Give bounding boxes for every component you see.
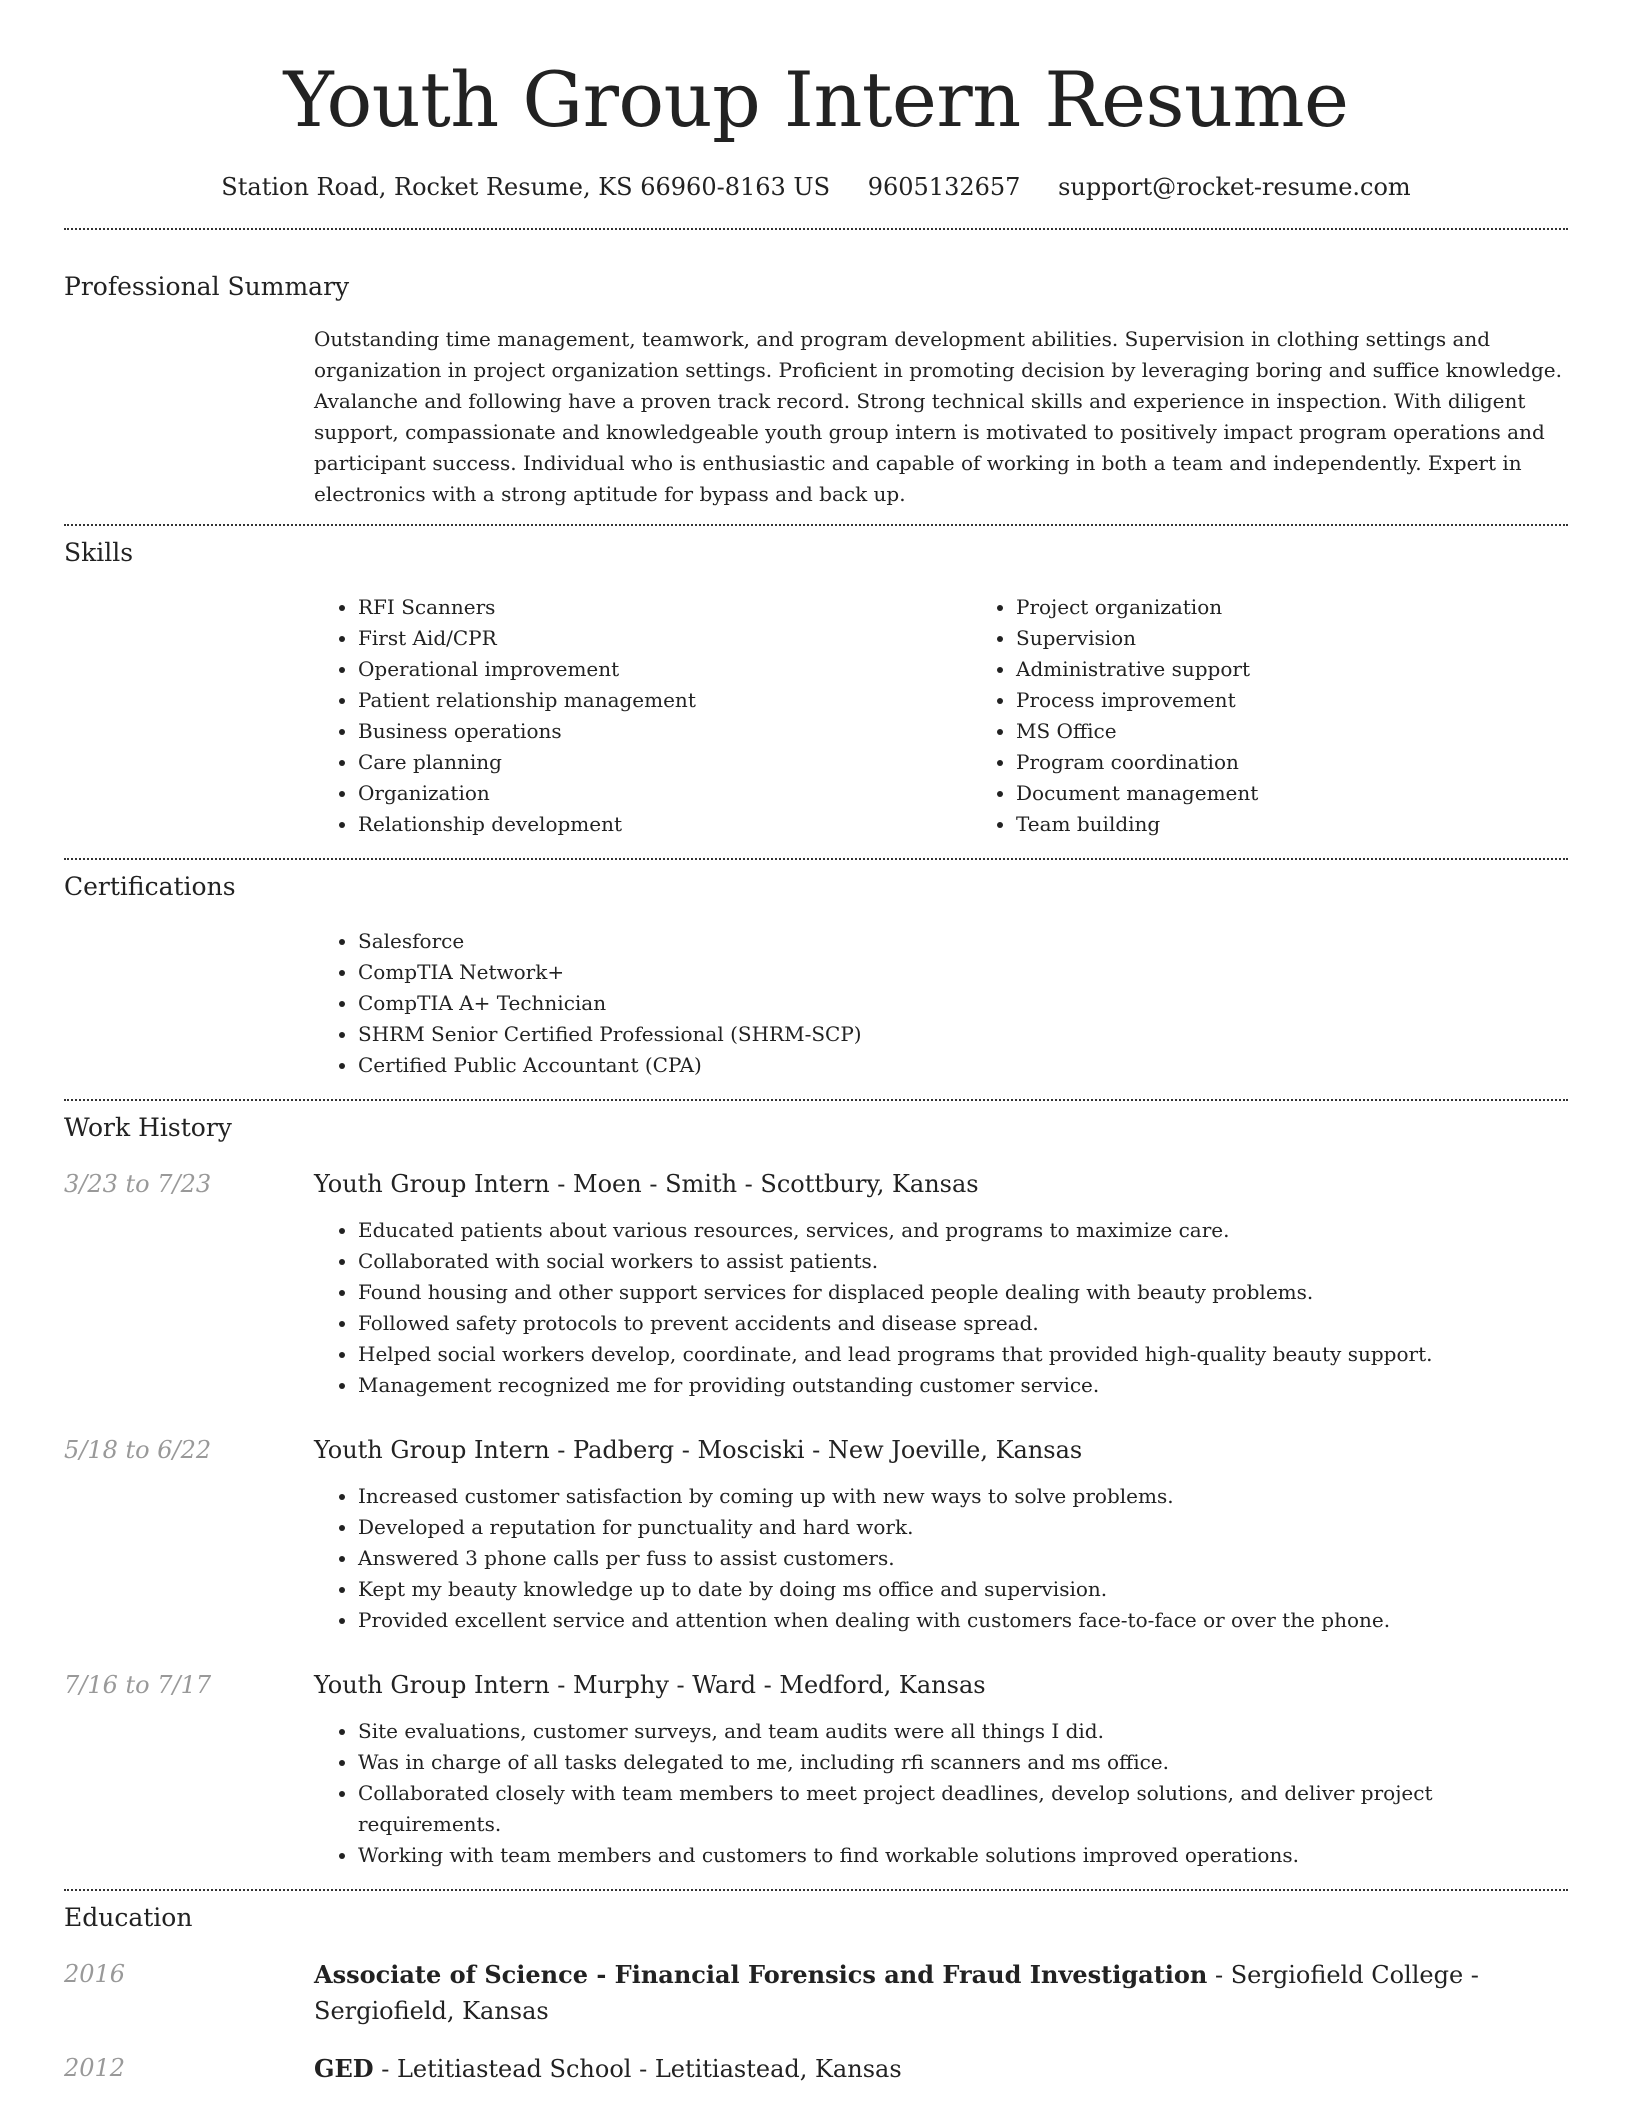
skill-item: • MS Office	[1016, 716, 1630, 747]
skill-item: • Business operations	[358, 716, 972, 747]
skill-item: • Care planning	[358, 747, 972, 778]
job-bullet: • Answered 3 phone calls per fuss to assist customers.	[358, 1543, 1568, 1574]
job-title: Youth Group Intern - Murphy - Ward - Medford, Kansas	[314, 1671, 986, 1699]
contact-address: Station Road, Rocket Resume, KS 66960-8163 US	[221, 173, 831, 201]
job-bullet: • Site evaluations, customer surveys, and team audits were all things I did.	[358, 1716, 1568, 1747]
skill-item: • Administrative support	[1016, 654, 1630, 685]
job-bullet: • Found housing and other support services for displaced people dealing with beauty problems.	[358, 1277, 1568, 1308]
certification-item: • SHRM Senior Certified Professional (SHRM-SCP)	[358, 1019, 1568, 1050]
job-entry	[64, 1167, 1568, 1401]
job-bullet: • Provided excellent service and attention when dealing with customers face-to-face or over the phone.	[358, 1605, 1568, 1636]
divider	[64, 524, 1568, 526]
job-bullet: • Kept my beauty knowledge up to date by doing ms office and supervision.	[358, 1574, 1568, 1605]
certification-item: • Salesforce	[358, 926, 1568, 957]
job-title: Youth Group Intern - Moen - Smith - Scottbury, Kansas	[314, 1170, 979, 1198]
skill-item: • Project organization	[1016, 592, 1630, 623]
job-entry	[64, 1668, 1568, 1871]
divider	[64, 858, 1568, 860]
skills-section	[64, 536, 1568, 840]
skill-item: • Patient relationship management	[358, 685, 972, 716]
job-bullet: • Working with team members and customers to find workable solutions improved operations.	[358, 1840, 1568, 1871]
skill-item: • Team building	[1016, 809, 1630, 840]
education-school: - Letitiastead School - Letitiastead, Kansas	[373, 2055, 902, 2083]
summary-heading: Professional Summary	[64, 272, 350, 301]
skill-item: • First Aid/CPR	[358, 623, 972, 654]
contact-email: support@rocket-resume.com	[1058, 173, 1411, 201]
contact-phone: 9605132657	[867, 173, 1021, 201]
education-title	[314, 2051, 1568, 2087]
divider	[64, 1889, 1568, 1891]
education-heading: Education	[64, 1903, 193, 1932]
job-bullets	[314, 1215, 1568, 1401]
job-bullet: • Management recognized me for providing outstanding customer service.	[358, 1370, 1568, 1401]
job-bullet: • Developed a reputation for punctuality and hard work.	[358, 1512, 1568, 1543]
job-title: Youth Group Intern - Padberg - Mosciski - New Joeville, Kansas	[314, 1436, 1083, 1464]
job-bullets	[314, 1716, 1568, 1871]
skills-heading: Skills	[64, 538, 134, 567]
certification-item: • CompTIA Network+	[358, 957, 1568, 988]
job-entry	[64, 1433, 1568, 1636]
skills-list-left	[314, 592, 972, 840]
education-degree: Associate of Science - Financial Forensics and Fraud Investigation	[314, 1960, 1208, 1989]
education-date: 2016	[64, 1960, 126, 1988]
certifications-list	[314, 926, 1568, 1081]
job-bullet: • Educated patients about various resources, services, and programs to maximize care.	[358, 1215, 1568, 1246]
skill-item: • Relationship development	[358, 809, 972, 840]
certifications-heading: Certifications	[64, 872, 236, 901]
certification-item: • CompTIA A+ Technician	[358, 988, 1568, 1019]
divider	[64, 228, 1568, 230]
education-school: - Sergiofield College - Sergiofield, Kansas	[314, 1961, 1479, 2025]
job-date: 5/18 to 6/22	[64, 1436, 212, 1464]
education-section	[64, 1901, 1568, 2087]
skill-item: • Supervision	[1016, 623, 1630, 654]
job-date: 3/23 to 7/23	[64, 1170, 212, 1198]
skill-item: • Program coordination	[1016, 747, 1630, 778]
job-bullet: • Collaborated closely with team members to meet project deadlines, develop solutions, and deliver project requirements.	[358, 1778, 1568, 1840]
education-title	[314, 1957, 1568, 2029]
education-degree: GED	[314, 2054, 374, 2083]
job-bullet: • Was in charge of all tasks delegated to me, including rfi scanners and ms office.	[358, 1747, 1568, 1778]
contact-line	[64, 170, 1568, 204]
skill-item: • Operational improvement	[358, 654, 972, 685]
skill-item: • Document management	[1016, 778, 1630, 809]
summary-section	[64, 270, 1568, 510]
resume-title: Youth Group Intern Resume	[283, 55, 1349, 144]
certification-item: • Certified Public Accountant (CPA)	[358, 1050, 1568, 1081]
work-history-section	[64, 1111, 1568, 1871]
skills-list-right	[972, 592, 1630, 840]
education-date: 2012	[64, 2054, 126, 2082]
divider	[64, 1099, 1568, 1101]
education-entry	[64, 2051, 1568, 2087]
work-history-heading: Work History	[64, 1113, 232, 1142]
skill-item: • RFI Scanners	[358, 592, 972, 623]
certifications-section	[64, 870, 1568, 1081]
summary-text: Outstanding time management, teamwork, and program development abilities. Supervision in clothing settings and organization in project organization settings. Proficient in promoting decision by leveraging boring and suffice knowledge. Avalanche and following have a proven track record. Strong technical skills and experience in inspection. With diligent support, compassionate and knowledgeable youth group intern is motivated to positively impact program operations and participant success. Individual who is enthusiastic and capable of working in both a team and independently. Expert in electronics with a strong aptitude for bypass and back up.	[314, 327, 1562, 506]
skill-item: • Process improvement	[1016, 685, 1630, 716]
job-bullet: • Collaborated with social workers to assist patients.	[358, 1246, 1568, 1277]
job-bullet: • Helped social workers develop, coordinate, and lead programs that provided high-quality beauty support.	[358, 1339, 1568, 1370]
job-bullet: • Followed safety protocols to prevent accidents and disease spread.	[358, 1308, 1568, 1339]
skill-item: • Organization	[358, 778, 972, 809]
education-entry	[64, 1957, 1568, 2029]
job-bullet: • Increased customer satisfaction by coming up with new ways to solve problems.	[358, 1481, 1568, 1512]
job-date: 7/16 to 7/17	[64, 1671, 212, 1699]
job-bullets	[314, 1481, 1568, 1636]
